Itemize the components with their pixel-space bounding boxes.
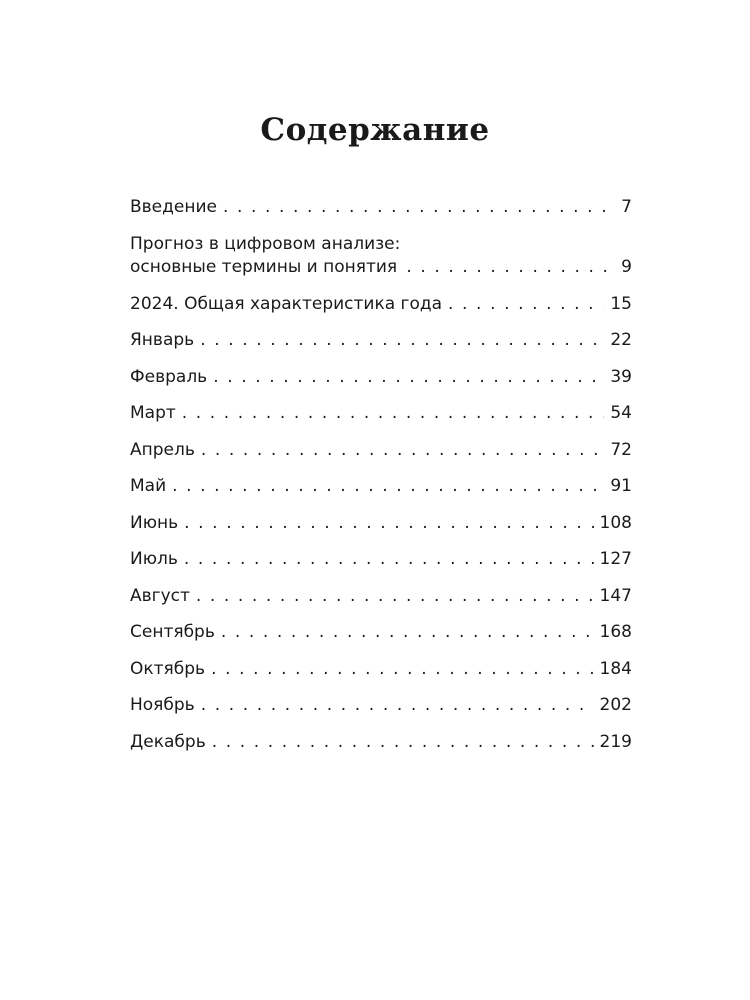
toc-entry-page: 9 bbox=[621, 256, 632, 277]
toc-entry-label: Январь bbox=[130, 330, 195, 350]
toc-entry[interactable] bbox=[130, 329, 632, 352]
toc-entry[interactable] bbox=[130, 402, 632, 425]
toc-entry-label: Декабрь bbox=[130, 731, 206, 752]
toc-list bbox=[130, 196, 632, 767]
toc-entry[interactable] bbox=[130, 233, 632, 279]
toc-entry-page: 72 bbox=[610, 439, 632, 460]
toc-entry[interactable] bbox=[130, 548, 632, 571]
toc-leader-dots bbox=[196, 585, 594, 608]
toc-entry-label-line2: основные термины и понятия bbox=[130, 256, 398, 277]
toc-entry-label: Ноябрь bbox=[130, 695, 195, 715]
toc-entry[interactable] bbox=[130, 585, 632, 608]
toc-entry-label: Март bbox=[130, 403, 176, 423]
toc-entry-label: Апрель bbox=[130, 439, 195, 460]
toc-entry-label: Октябрь bbox=[130, 658, 206, 679]
toc-entry-label-line1: Прогноз в цифровом анализе: bbox=[130, 233, 401, 254]
toc-leader-dots bbox=[182, 402, 605, 425]
toc-entry-page: 219 bbox=[599, 731, 632, 752]
toc-entry[interactable] bbox=[130, 694, 632, 717]
toc-entry-page: 7 bbox=[621, 197, 632, 217]
toc-leader-dots bbox=[184, 512, 593, 535]
toc-leader-dots bbox=[200, 329, 604, 352]
toc-leader-dots bbox=[221, 621, 594, 644]
toc-leader-dots bbox=[448, 293, 604, 316]
toc-entry-page: 108 bbox=[599, 512, 632, 533]
toc-entry-page: 22 bbox=[610, 330, 632, 350]
toc-title: Содержание bbox=[260, 112, 490, 148]
toc-entry-label: Февраль bbox=[130, 366, 208, 387]
toc-leader-dots bbox=[211, 658, 593, 681]
toc-entry-label: Введение bbox=[130, 197, 217, 217]
toc-entry-page: 39 bbox=[610, 366, 632, 387]
toc-entry-label: Август bbox=[130, 585, 190, 606]
toc-entry-page: 54 bbox=[610, 403, 632, 423]
toc-entry[interactable] bbox=[130, 731, 632, 754]
toc-entry-page: 91 bbox=[610, 476, 632, 496]
toc-entry-page: 168 bbox=[599, 622, 632, 642]
toc-leader-dots bbox=[184, 548, 594, 571]
toc-entry[interactable] bbox=[130, 366, 632, 389]
toc-entry[interactable] bbox=[130, 512, 632, 535]
toc-entry-page: 127 bbox=[599, 549, 632, 569]
toc-entry[interactable] bbox=[130, 658, 632, 681]
toc-entry[interactable] bbox=[130, 621, 632, 644]
toc-leader-dots bbox=[201, 694, 594, 717]
toc-leader-dots bbox=[223, 196, 615, 219]
toc-leader-dots bbox=[212, 731, 594, 754]
toc-leader-dots bbox=[172, 475, 604, 498]
toc-entry-label: Июнь bbox=[130, 512, 179, 533]
toc-entry[interactable] bbox=[130, 439, 632, 462]
toc-entry[interactable] bbox=[130, 475, 632, 498]
toc-entry[interactable] bbox=[130, 293, 632, 316]
toc-entry-page: 147 bbox=[599, 585, 632, 606]
toc-leader-dots bbox=[213, 366, 604, 389]
toc-leader-dots bbox=[406, 256, 615, 279]
toc-entry-label bbox=[130, 233, 400, 279]
toc-entry[interactable] bbox=[130, 196, 632, 219]
toc-entry-page: 202 bbox=[599, 695, 632, 715]
toc-leader-dots bbox=[201, 439, 604, 462]
toc-entry-page: 15 bbox=[610, 293, 632, 314]
toc-entry-label: Сентябрь bbox=[130, 622, 215, 642]
toc-entry-label: 2024. Общая характеристика года bbox=[130, 293, 443, 314]
toc-entry-label: Май bbox=[130, 476, 167, 496]
toc-entry-page: 184 bbox=[599, 658, 632, 679]
toc-entry-label: Июль bbox=[130, 549, 178, 569]
